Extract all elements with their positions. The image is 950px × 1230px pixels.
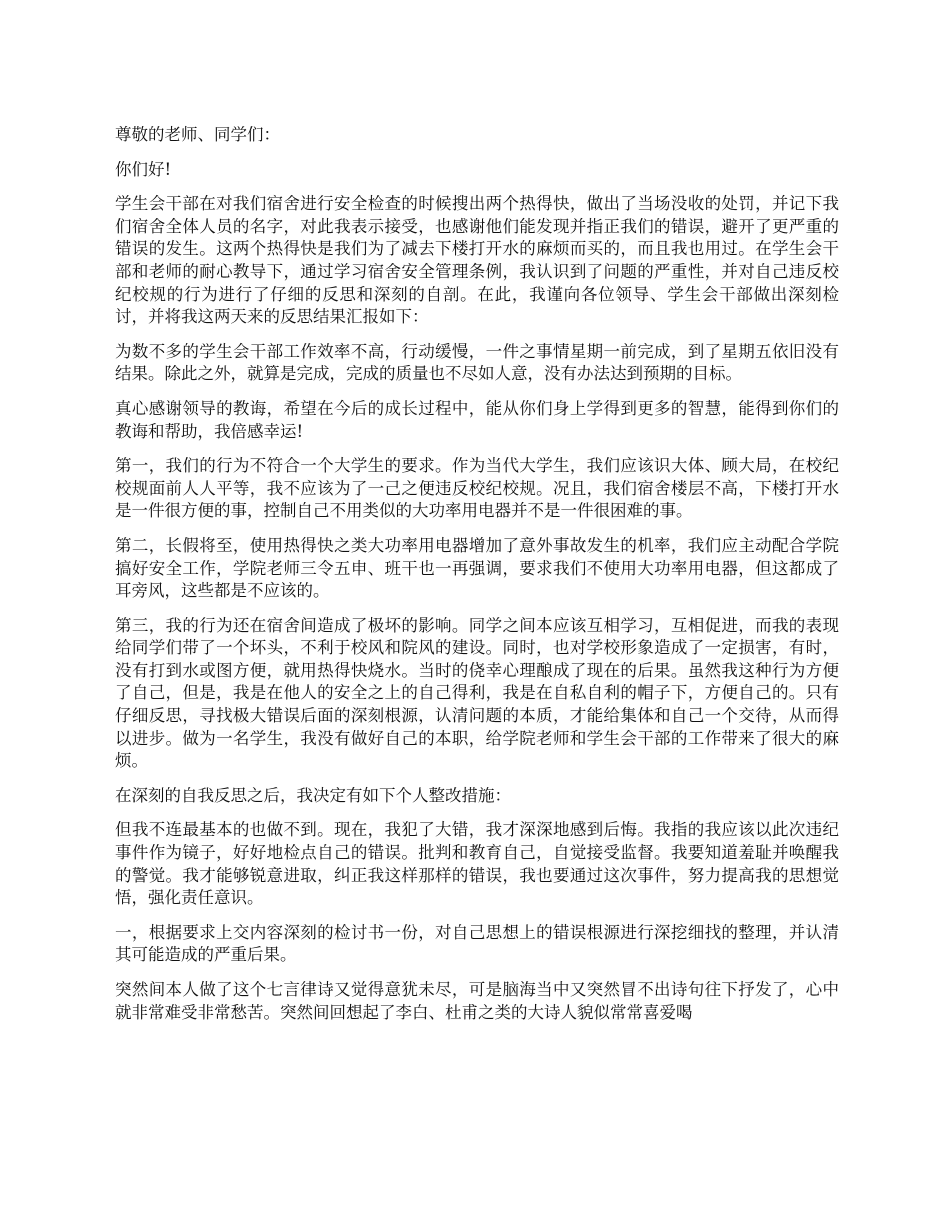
paragraph-poem: 突然间本人做了这个七言律诗又觉得意犹未尽，可是脑海当中又突然冒不出诗句往下抒发了，心中就非常难受非常愁苦。突然间回想起了李白、杜甫之类的大诗人貌似常常喜爱喝 [115,980,839,1022]
paragraph-measures-intro: 在深刻的自我反思之后，我决定有如下个人整改措施： [115,785,511,805]
paragraph-incident: 学生会干部在对我们宿舍进行安全检查的时候搜出两个热得快，做出了当场没收的处罚，并记下我们宿舍全体人员的名字，对此我表示接受，也感谢他们能发现并指正我们的错误，避开了更严重的错误的发生。这两个热得快是我们为了减去下楼打开水的麻烦而买的，而且我也用过。在学生会干部和老师的耐心教导下，通过学习宿舍安全管理条例，我认识到了问题的严重性，并对自己违反校纪校规的行为进行了仔细的反思和深刻的自剖。在此，我谨向各位领导、学生会干部做出深刻检讨，并将我这两天来的反思结果汇报如下： [115,194,839,327]
document-body [115,124,839,1036]
paragraph-second-point: 第二，长假将至，使用热得快之类大功率用电器增加了意外事故发生的机率，我们应主动配合学院搞好安全工作，学院老师三令五申、班干也一再强调，要求我们不使用大功率用电器，但这都成了耳旁风，这些都是不应该的。 [115,535,839,601]
paragraph-thanks: 真心感谢领导的教诲，希望在今后的成长过程中，能从你们身上学得到更多的智慧，能得到你们的教诲和帮助，我倍感幸运! [115,398,839,441]
paragraph-third-point: 第三，我的行为还在宿舍间造成了极坏的影响。同学之间本应该互相学习，互相促进，而我的表现给同学们带了一个坏头，不利于校风和院风的建设。同时，也对学校形象造成了一定损害，有时，没有打到水或图方便，就用热得快烧水。当时的侥幸心理酿成了现在的后果。虽然我这种行为方便了自己，但是，我是在他人的安全之上的自己得利，我是在自私自利的帽子下，方便自己的。只有仔细反思，寻找极大错误后面的深刻根源，认清问题的本质，才能给集体和自己一个交待，从而得以进步。做为一名学生，我没有做好自己的本职，给学院老师和学生会干部的工作带来了很大的麻烦。 [115,615,839,771]
paragraph-measure-one: 一，根据要求上交内容深刻的检讨书一份，对自己思想上的错误根源进行深挖细找的整理，并认清其可能造成的严重后果。 [115,922,839,965]
paragraph-efficiency: 为数不多的学生会干部工作效率不高，行动缓慢，一件之事情星期一前完成，到了星期五依旧没有结果。除此之外，就算是完成，完成的质量也不尽如人意，没有办法达到预期的目标。 [115,341,839,384]
paragraph-regret: 但我不连最基本的也做不到。现在，我犯了大错，我才深深地感到后悔。我指的我应该以此次违纪事件作为镜子，好好地检点自己的错误。批判和教育自己，自觉接受监督。我要知道羞耻并唤醒我的警觉。我才能够锐意进取，纠正我这样那样的错误，我也要通过这次事件，努力提高我的思想觉悟，强化责任意识。 [115,820,839,908]
greeting: 你们好! [115,159,172,179]
paragraph-first-point: 第一，我们的行为不符合一个大学生的要求。作为当代大学生，我们应该识大体、顾大局，在校纪校规面前人人平等，我不应该为了一己之便违反校纪校规。况且，我们宿舍楼层不高，下楼打开水是一件很方便的事，控制自己不用类似的大功率用电器并不是一件很困难的事。 [115,456,839,521]
salutation: 尊敬的老师、同学们： [115,125,280,144]
